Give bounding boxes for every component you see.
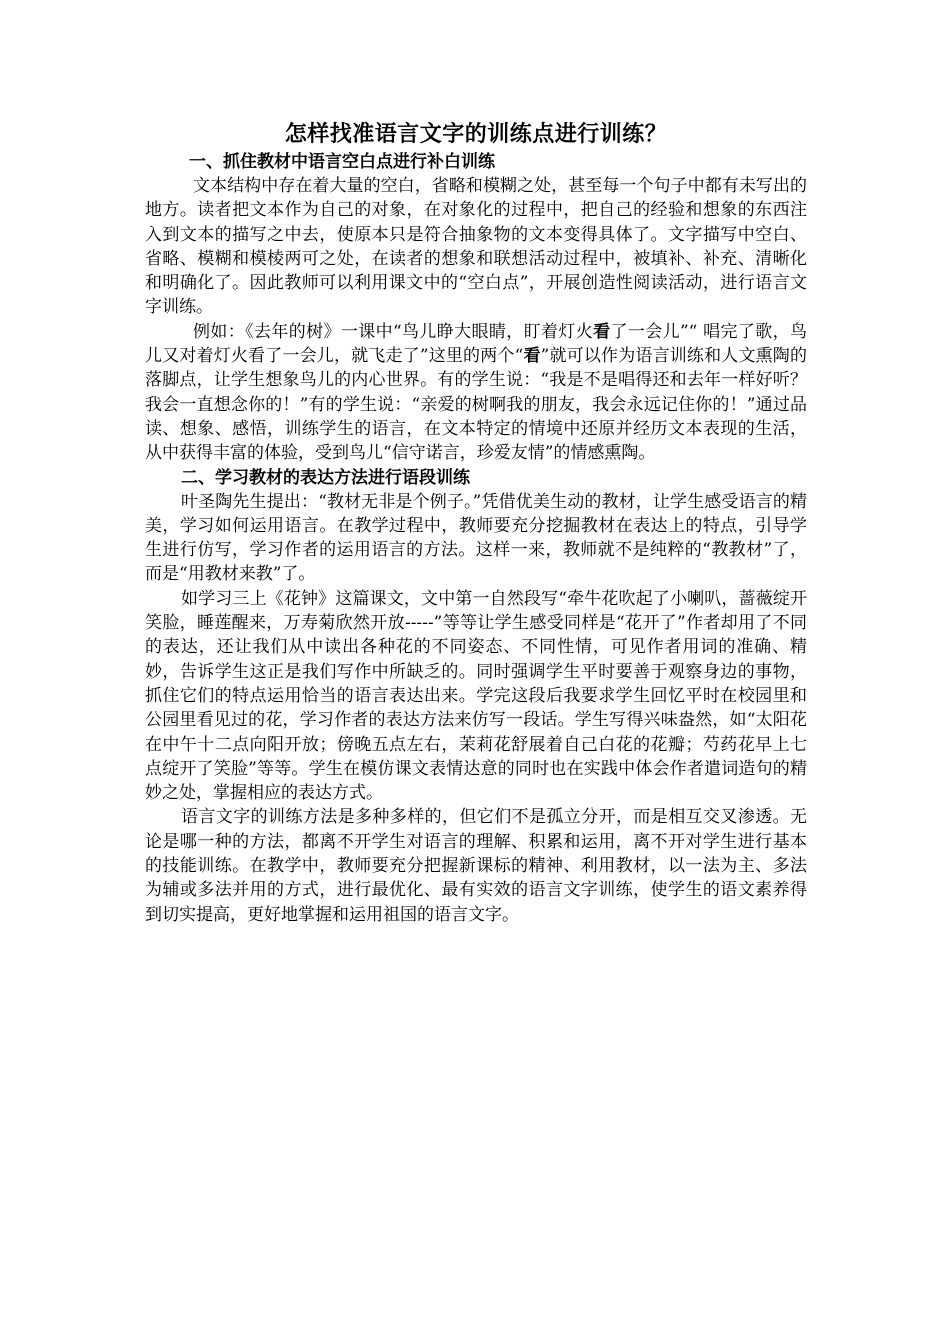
section1-paragraph-1: 文本结构中存在着大量的空白，省略和模糊之处，甚至每一个句子中都有未写出的地方。读者把文本作为自己的对象，在对象化的过程中，把自己的经验和想象的东西注入到文本的描写之中去，使原本只是符合抽象物的文本变得具体了。文字描写中空白、省略、模糊和模棱两可之处，在读者的想象和联想活动过程中，被填补、补充、清晰化和明确化了。因此教师可以利用课文中的“空白点”，开展创造性阅读活动，进行语言文字训练。: [145, 176, 807, 318]
document-body: [145, 120, 807, 927]
section2-paragraph-3: 语言文字的训练方法是多种多样的，但它们不是孤立分开，而是相互交叉渗透。无论是哪一种的方法，都离不开学生对语言的理解、积累和运用，离不开对学生进行基本的技能训练。在教学中，教师要充分把握新课标的精神、利用教材，以一法为主、多法为辅或多法并用的方式，进行最优化、最有实效的语言文字训练，使学生的语文素养得到切实提高，更好地掌握和运用祖国的语言文字。: [145, 807, 807, 925]
section2-paragraph-1: 叶圣陶先生提出：“教材无非是个例子。”凭借优美生动的教材，让学生感受语言的精美，学习如何运用语言。在教学过程中，教师要充分挖掘教材在表达上的特点，引导学生进行仿写，学习作者的运用语言的方法。这样一来，教师就不是纯粹的“教教材”了，而是“用教材来教”了。: [145, 491, 807, 585]
paragraph-text: 了一会儿”“ 唱完了歌，鸟儿又对着灯火看了一会儿，就飞走了”这里的两个“: [145, 321, 807, 367]
section-heading-2: 二、学习教材的表达方法进行语段训练: [181, 467, 470, 488]
section-heading-1: 一、抓住教材中语言空白点进行补白训练: [189, 152, 495, 172]
section2-paragraph-2: 如学习三上《花钟》这篇课文，文中第一自然段写“牵牛花吹起了小喇叭，蔷薇绽开笑脸，睡莲醒来，万寿菊欣然开放-----”等等让学生感受同样是“花开了”作者却用了不同的表达，还让我们从中读出各种花的不同姿态、不同性情，可见作者用词的准确、精妙，告诉学生这正是我们写作中所缺乏的。同时强调学生平时要善于观察身边的事物，抓住它们的特点运用恰当的语言表达出来。学完这段后我要求学生回忆平时在校园里和公园里看见过的花，学习作者的表达方法来仿写一段话。学生写得兴味盎然，如“太阳花在中午十二点向阳开放；傍晚五点左右，茉莉花舒展着自己白花的花瓣；芍药花早上七点绽开了笑脸”等等。学生在模仿课文表情达意的同时也在实践中体会作者遣词造句的精妙之处，掌握相应的表达方式。: [145, 588, 807, 804]
emphasis-text: 看: [523, 346, 541, 367]
paragraph-text: ”就可以作为语言训练和人文熏陶的落脚点，让学生想象鸟儿的内心世界。有的学生说：“我是不是唱得还和去年一样好听？我会一直想念你的！”有的学生说：“亲爱的树啊我的朋友，我会永远记住你的！”通过品读、想象、感悟，训练学生的语言，在文本特定的情境中还原并经历文本表现的生活，从中获得丰富的体验，受到鸟儿“信守诺言，珍爱友情”的情感熏陶。: [145, 346, 807, 464]
paragraph-text: 例如：《去年的树》一课中“鸟儿睁大眼睛，盯着灯火: [193, 321, 594, 342]
emphasis-text: 看: [593, 321, 611, 342]
document-title: 怎样找准语言文字的训练点进行训练？: [284, 122, 668, 147]
section1-paragraph-2: [145, 320, 807, 466]
